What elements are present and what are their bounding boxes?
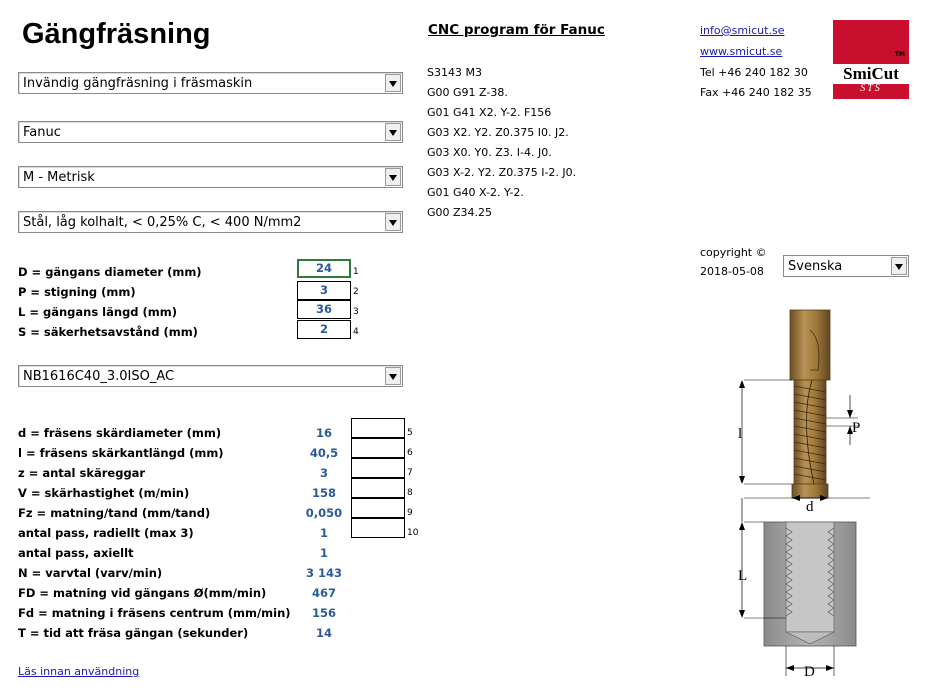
material-dropdown-value: Stål, låg kolhalt, < 0,25% C, < 400 N/mm2 (23, 215, 302, 230)
thread-type-dropdown[interactable] (18, 166, 403, 188)
chevron-down-icon[interactable] (385, 123, 401, 141)
chevron-down-icon[interactable] (385, 74, 401, 92)
chevron-down-icon[interactable] (385, 168, 401, 186)
result-label: T = tid att fräsa gängan (sekunder) (18, 626, 249, 640)
cnc-line: G03 X-2. Y2. Z0.375 I-2. J0. (427, 166, 577, 179)
chevron-down-icon[interactable] (891, 257, 907, 275)
override-field[interactable] (351, 518, 405, 538)
cnc-line: G00 Z34.25 (427, 206, 493, 219)
result-value: 1 (319, 546, 328, 560)
input-label-D: D = gängans diameter (mm) (18, 265, 202, 279)
logo-trademark: TM (894, 51, 905, 58)
tool-dropdown-value: NB1616C40_3.0ISO_AC (23, 369, 175, 384)
override-field[interactable] (351, 438, 405, 458)
label-P: P (852, 420, 861, 436)
read-first-link[interactable]: Läs innan användning (18, 665, 140, 678)
row-index: 8 (407, 488, 413, 498)
row-index: 6 (407, 448, 413, 458)
operation-dropdown[interactable] (18, 72, 403, 94)
website-link[interactable]: www.smicut.se (700, 45, 783, 58)
tool-cutter (794, 380, 826, 484)
label-d: d (806, 499, 814, 515)
result-value: 3 (319, 466, 328, 480)
input-P-field[interactable]: 3 (297, 281, 351, 300)
result-value: 1 (319, 526, 328, 540)
input-label-L: L = gängans längd (mm) (18, 305, 178, 319)
phone-text: Tel +46 240 182 30 (700, 66, 808, 79)
input-label-P: P = stigning (mm) (18, 285, 136, 299)
result-value: 40,5 (309, 446, 339, 460)
result-value: 467 (311, 586, 336, 600)
input-label-S: S = säkerhetsavstånd (mm) (18, 325, 198, 339)
row-index: 5 (407, 428, 413, 438)
override-field[interactable] (351, 458, 405, 478)
input-D-field[interactable]: 24 (297, 259, 351, 278)
result-label: z = antal skäreggar (18, 466, 146, 480)
cnc-line: S3143 M3 (427, 66, 482, 79)
result-value: 3 143 (305, 566, 342, 580)
control-dropdown-value: Fanuc (23, 125, 61, 140)
copyright-label: copyright © (700, 246, 767, 259)
row-index: 9 (407, 508, 413, 518)
chevron-down-icon[interactable] (385, 213, 401, 231)
cnc-line: G03 X0. Y0. Z3. I-4. J0. (427, 146, 552, 159)
chevron-down-icon[interactable] (385, 367, 401, 385)
operation-dropdown-value: Invändig gängfräsning i fräsmaskin (23, 76, 253, 91)
cnc-title: CNC program för Fanuc (428, 22, 605, 38)
result-label: antal pass, axiellt (18, 546, 134, 560)
result-label: V = skärhastighet (m/min) (18, 486, 190, 500)
tool-shank (790, 310, 830, 380)
row-index: 2 (353, 287, 359, 297)
thread-milling-diagram (730, 300, 890, 680)
result-label: antal pass, radiellt (max 3) (18, 526, 194, 540)
result-value: 156 (311, 606, 336, 620)
row-index: 3 (353, 307, 359, 317)
material-dropdown[interactable] (18, 211, 403, 233)
row-index: 7 (407, 468, 413, 478)
result-value: 158 (311, 486, 336, 500)
override-field[interactable] (351, 498, 405, 518)
result-label: FD = matning vid gängans Ø(mm/min) (18, 586, 267, 600)
tool-dropdown[interactable] (18, 365, 403, 387)
input-L-field[interactable]: 36 (297, 300, 351, 319)
result-value: 14 (315, 626, 332, 640)
row-index: 10 (407, 528, 419, 538)
row-index: 4 (353, 327, 359, 337)
result-label: Fz = matning/tand (mm/tand) (18, 506, 211, 520)
result-label: Fd = matning i fräsens centrum (mm/min) (18, 606, 291, 620)
logo-sub: STS (860, 83, 882, 94)
logo-name: SmiCut (843, 64, 899, 83)
input-S-field[interactable]: 2 (297, 320, 351, 339)
cnc-line: G00 G91 Z-38. (427, 86, 508, 99)
language-dropdown[interactable] (783, 255, 909, 277)
email-link[interactable]: info@smicut.se (700, 24, 785, 37)
control-dropdown[interactable] (18, 121, 403, 143)
label-l: l (738, 426, 743, 442)
language-dropdown-value: Svenska (788, 259, 843, 274)
result-value: 16 (315, 426, 332, 440)
result-label: N = varvtal (varv/min) (18, 566, 163, 580)
thread-type-dropdown-value: M - Metrisk (23, 170, 95, 185)
smicut-logo (833, 20, 909, 99)
result-label: d = fräsens skärdiameter (mm) (18, 426, 222, 440)
copyright-date: 2018-05-08 (700, 265, 764, 278)
cnc-line: G01 G41 X2. Y-2. F156 (427, 106, 552, 119)
page-title: Gängfräsning (22, 18, 211, 50)
row-index: 1 (353, 267, 359, 277)
cnc-line: G03 X2. Y2. Z0.375 I0. J2. (427, 126, 569, 139)
result-value: 0,050 (305, 506, 343, 520)
result-label: l = fräsens skärkantlängd (mm) (18, 446, 224, 460)
label-D: D (804, 664, 815, 680)
threaded-hole (786, 522, 834, 632)
cnc-line: G01 G40 X-2. Y-2. (427, 186, 524, 199)
fax-text: Fax +46 240 182 35 (700, 86, 812, 99)
override-field[interactable] (351, 478, 405, 498)
override-field[interactable] (351, 418, 405, 438)
label-L: L (738, 568, 748, 584)
